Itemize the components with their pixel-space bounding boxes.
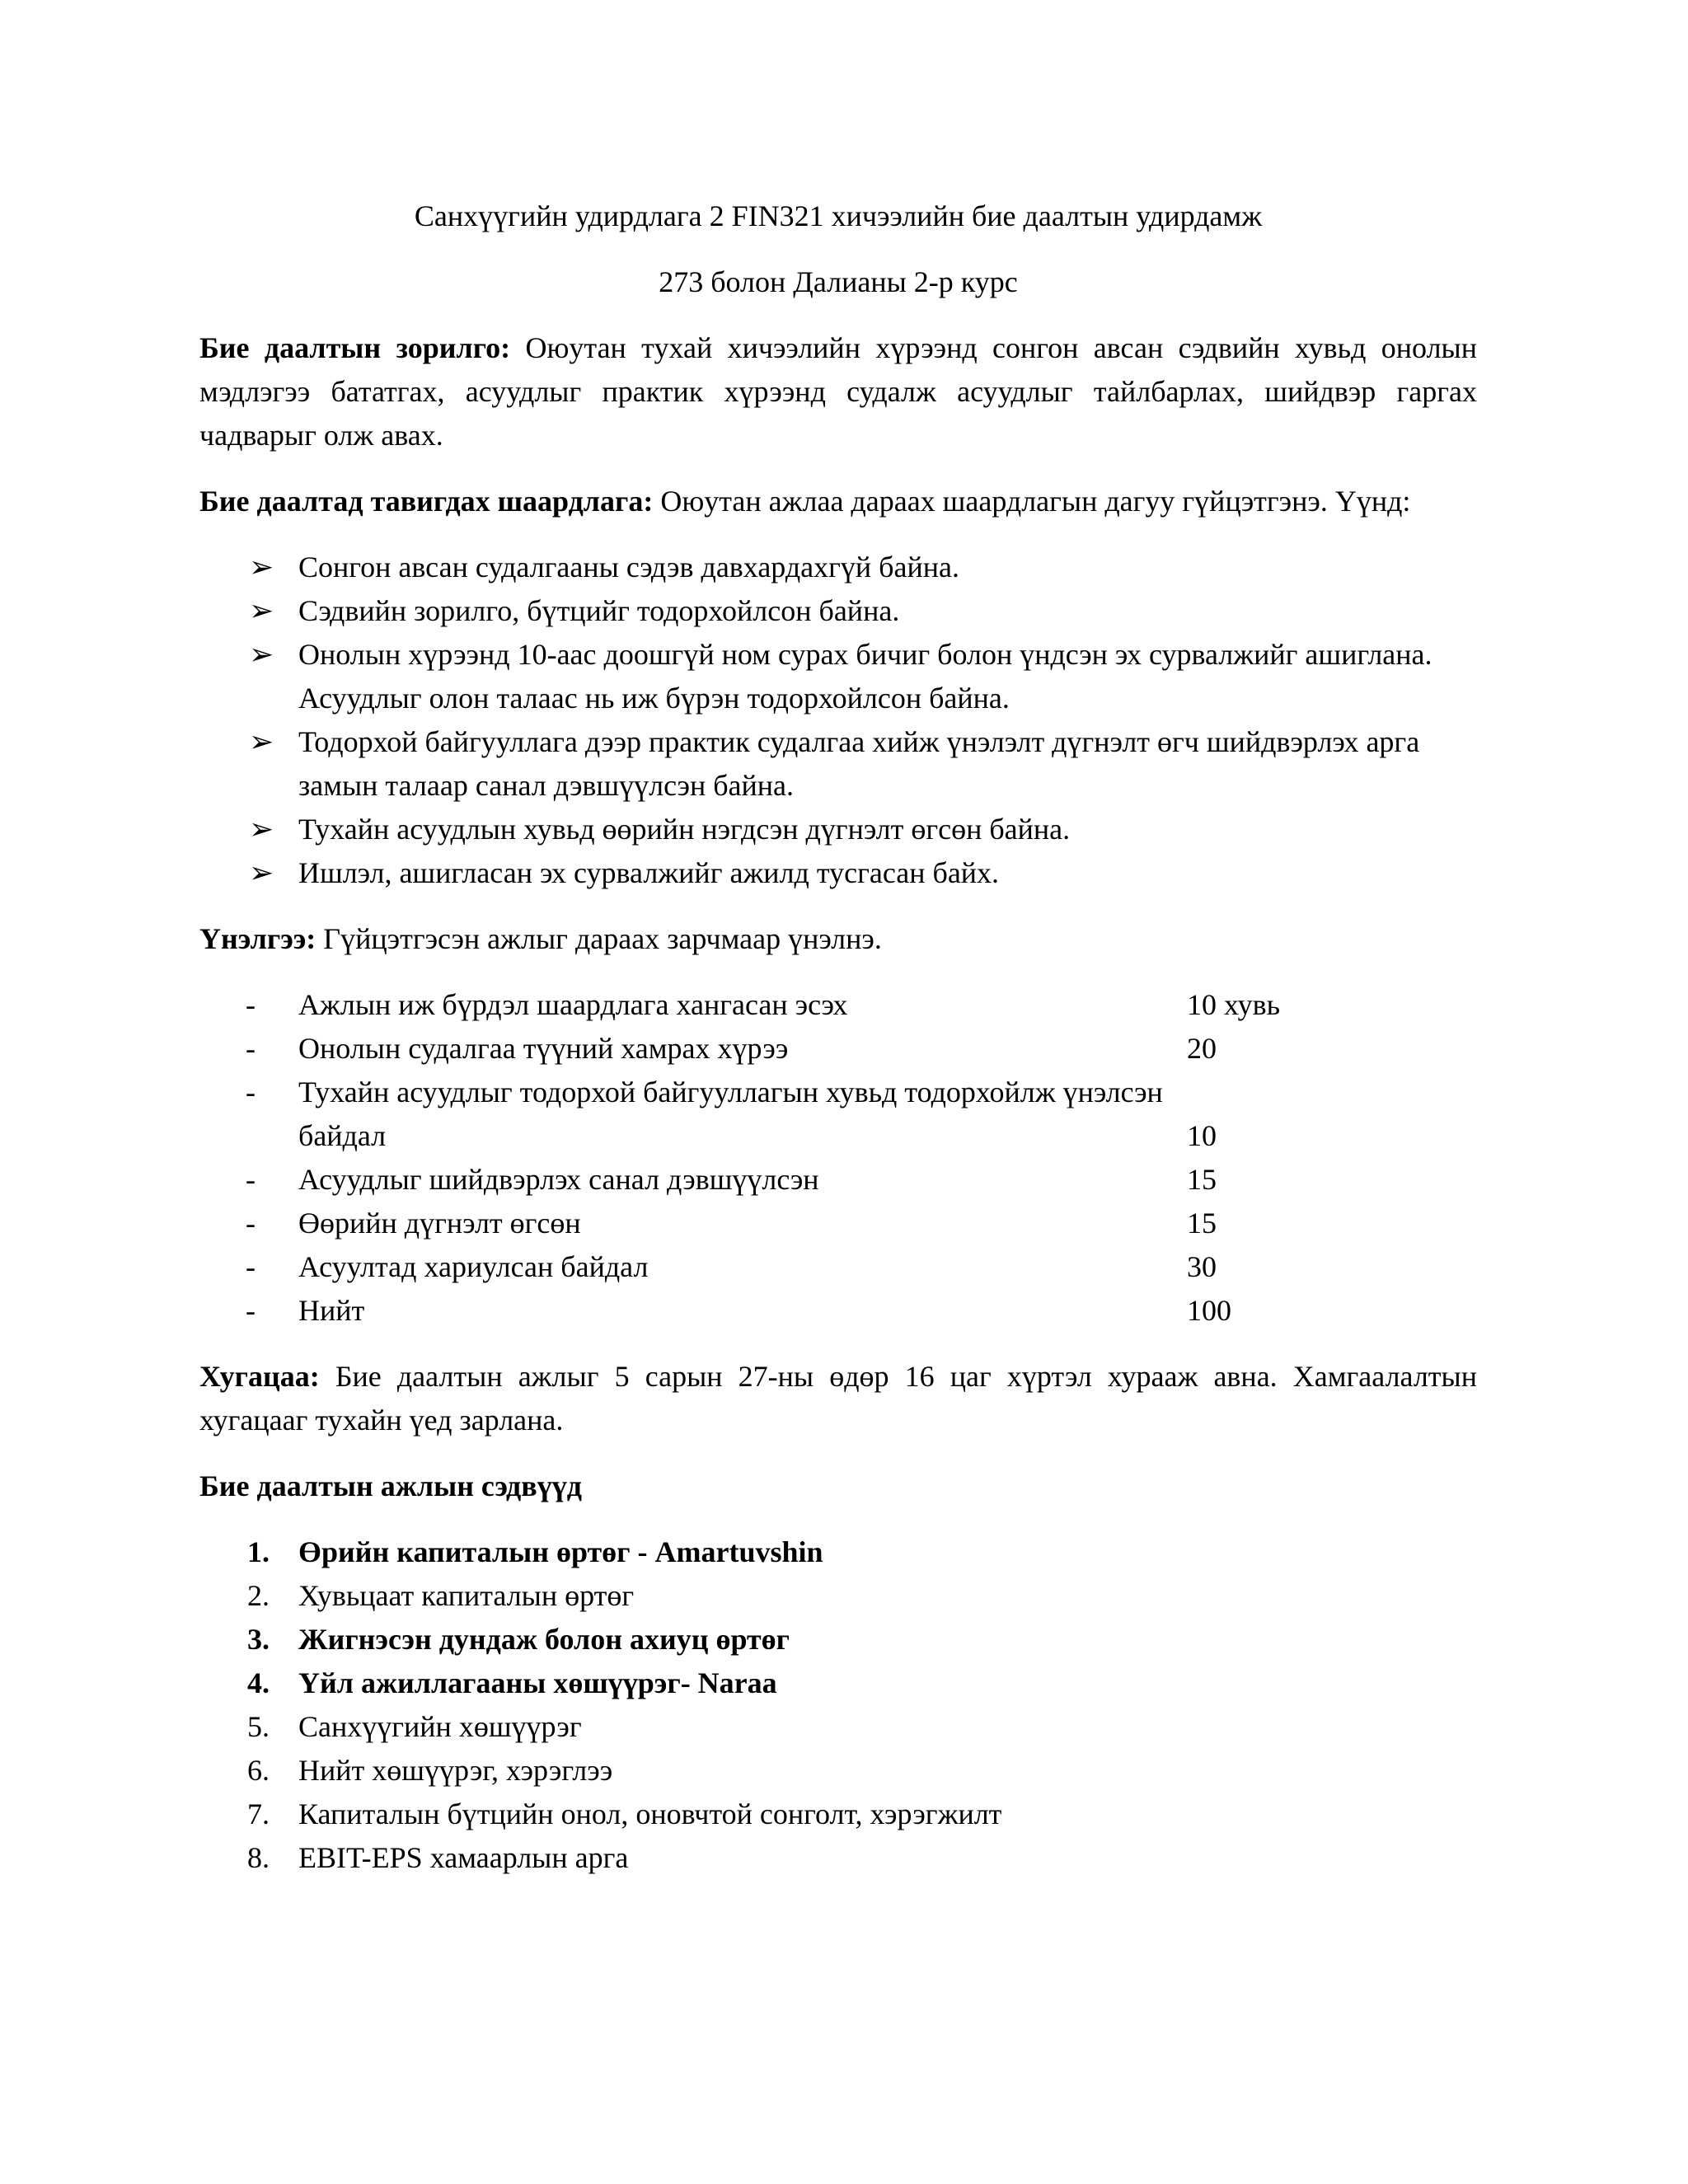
goal-text: Оюутан тухай хичээлийн хүрээнд сонгон авсан сэдвийн хувьд онолын мэдлэгээ бататгах, асуудлыг практик хүрээнд судалж асуудлыг тайлбарлах, шийдвэр гаргах чадварыг олж авах. — [199, 331, 1477, 452]
list-item: ➢ Тухайн асуудлын хувьд өөрийн нэгдсэн дүгнэлт өгсөн байна. — [199, 808, 1477, 851]
list-number: 3. — [247, 1623, 270, 1656]
grade-criterion: Асуултад хариулсан байдал — [298, 1250, 649, 1283]
grade-row — [199, 983, 1477, 1027]
requirements-label: Бие даалтад тавигдах шаардлага: — [199, 485, 654, 518]
requirements-text: Оюутан ажлаа дараах шаардлагын дагуу гүйцэтгэнэ. Үүнд: — [653, 485, 1411, 518]
list-item: ➢ Ишлэл, ашигласан эх сурвалжийг ажилд тусгасан байх. — [199, 851, 1477, 895]
list-number: 5. — [247, 1710, 270, 1743]
list-item: 8. EBIT-EPS хамаарлын арга — [199, 1836, 1477, 1880]
grade-criterion: Онолын судалгаа түүний хамрах хүрээ — [298, 1032, 789, 1065]
deadline-paragraph — [199, 1355, 1477, 1442]
dash-bullet: - — [246, 1294, 256, 1327]
grade-row — [199, 1027, 1477, 1071]
dash-bullet: - — [246, 1250, 256, 1283]
document-subtitle: 273 болон Далианы 2-р курс — [659, 265, 1018, 298]
grade-row — [199, 1071, 1477, 1158]
list-number: 1. — [247, 1535, 270, 1568]
arrow-bullet-icon: ➢ — [249, 856, 274, 889]
list-item: 4. Үйл ажиллагааны хөшүүрэг- Naraa — [199, 1661, 1477, 1705]
list-number: 8. — [247, 1841, 270, 1874]
document-title: Санхүүгийн удирдлага 2 FIN321 хичээлийн бие даалтын удирдамж — [414, 199, 1263, 232]
list-item: 3. Жигнэсэн дундаж болон ахиуц өртөг — [199, 1618, 1477, 1661]
grade-criterion: Асуудлыг шийдвэрлэх санал дэвшүүлсэн — [298, 1163, 819, 1196]
list-item: 6. Нийт хөшүүрэг, хэрэглээ — [199, 1749, 1477, 1793]
arrow-bullet-icon: ➢ — [249, 813, 274, 846]
grade-score: 10 хувь — [1187, 988, 1281, 1021]
requirements-paragraph — [199, 480, 1477, 523]
goal-paragraph — [199, 326, 1477, 457]
grade-row — [199, 1158, 1477, 1202]
evaluation-label: Үнэлгээ: — [199, 922, 316, 955]
list-item: ➢ Тодорхой байгууллага дээр практик судалгаа хийж үнэлэлт дүгнэлт өгч шийдвэрлэх арга замын талаар санал дэвшүүлсэн байна. — [199, 720, 1477, 808]
grade-criterion: Нийт — [298, 1294, 365, 1327]
arrow-bullet-icon: ➢ — [249, 551, 274, 583]
list-item: ➢ Сэдвийн зорилго, бүтцийг тодорхойлсон байна. — [199, 589, 1477, 633]
grade-score: 10 — [1187, 1119, 1217, 1152]
grade-score: 100 — [1187, 1294, 1231, 1327]
grade-score: 15 — [1187, 1163, 1217, 1196]
grade-criterion: Тухайн асуудлыг тодорхой байгууллагын хувьд тодорхойлж үнэлсэн байдал — [298, 1076, 1163, 1152]
grade-row — [199, 1245, 1477, 1289]
document-page — [199, 194, 1477, 1880]
dash-bullet: - — [246, 988, 256, 1021]
list-item: 5. Санхүүгийн хөшүүрэг — [199, 1705, 1477, 1749]
deadline-label: Хугацаа: — [199, 1360, 320, 1393]
evaluation-paragraph — [199, 917, 1477, 961]
grade-row — [199, 1289, 1477, 1333]
grade-score: 20 — [1187, 1032, 1217, 1065]
dash-bullet: - — [246, 1207, 256, 1240]
list-number: 2. — [247, 1579, 270, 1612]
deadline-text: Бие даалтын ажлыг 5 сарын 27-ны өдөр 16 цаг хүртэл хурааж авна. Хамгаалалтын хугацааг тухайн үед зарлана. — [199, 1360, 1477, 1436]
dash-bullet: - — [246, 1076, 256, 1108]
grade-criterion: Ажлын иж бүрдэл шаардлага хангасан эсэх — [298, 988, 848, 1021]
list-item: ➢ Сонгон авсан судалгааны сэдэв давхардахгүй байна. — [199, 546, 1477, 589]
grade-row — [199, 1202, 1477, 1245]
list-number: 7. — [247, 1797, 270, 1830]
topics-list — [199, 1530, 1477, 1880]
arrow-bullet-icon: ➢ — [249, 594, 274, 627]
grade-score: 15 — [1187, 1207, 1217, 1240]
goal-label: Бие даалтын зорилго: — [199, 331, 511, 364]
arrow-bullet-icon: ➢ — [249, 725, 274, 758]
list-item: 1. Өрийн капиталын өртөг - Amartuvshin — [199, 1530, 1477, 1574]
list-item: 7. Капиталын бүтцийн онол, оновчтой сонголт, хэрэгжилт — [199, 1793, 1477, 1836]
list-number: 4. — [247, 1666, 270, 1699]
list-number: 6. — [247, 1754, 270, 1787]
evaluation-text: Гүйцэтгэсэн ажлыг дараах зарчмаар үнэлнэ. — [316, 922, 882, 955]
grade-criterion: Өөрийн дүгнэлт өгсөн — [298, 1207, 581, 1240]
dash-bullet: - — [246, 1163, 256, 1196]
arrow-bullet-icon: ➢ — [249, 638, 274, 671]
topics-heading: Бие даалтын ажлын сэдвүүд — [199, 1469, 582, 1502]
list-item: 2. Хувьцаат капиталын өртөг — [199, 1574, 1477, 1618]
grade-score: 30 — [1187, 1250, 1217, 1283]
requirements-list — [199, 546, 1477, 895]
list-item: ➢ Онолын хүрээнд 10-аас доошгүй ном сурах бичиг болон үндсэн эх сурвалжийг ашиглана. Асуудлыг олон талаас нь иж бүрэн тодорхойлсон байна. — [199, 633, 1477, 720]
dash-bullet: - — [246, 1032, 256, 1065]
evaluation-list — [199, 983, 1477, 1333]
